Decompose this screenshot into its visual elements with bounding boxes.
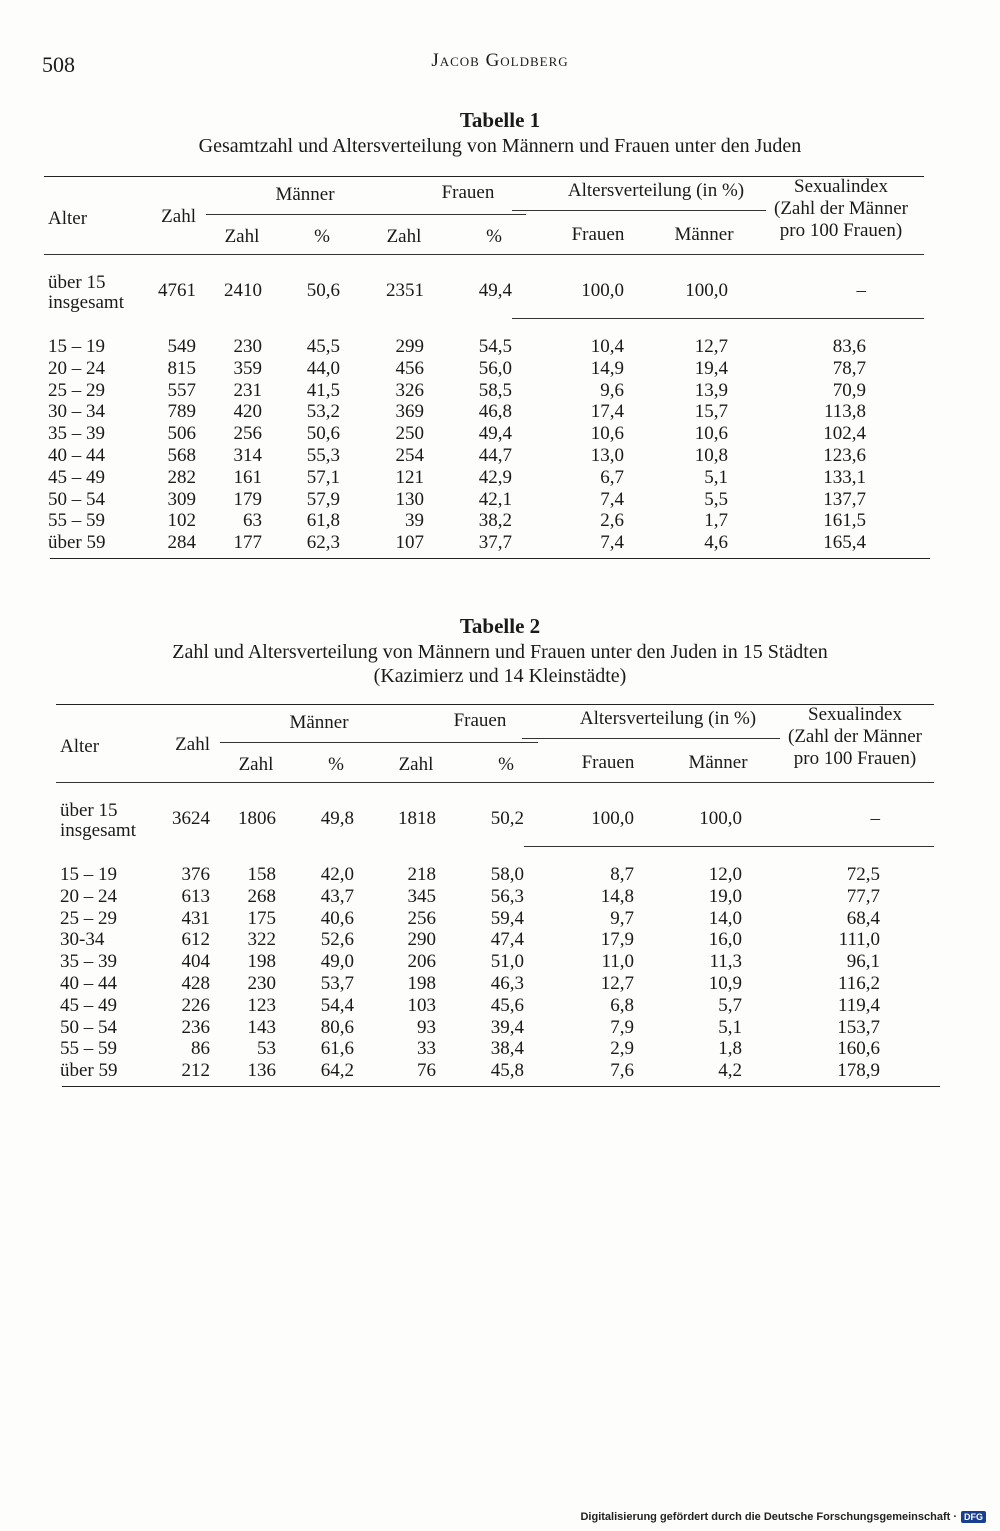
dfg-logo-icon: DFG <box>961 1511 986 1523</box>
header-bottom-rule <box>56 782 934 783</box>
table-cell-f-pct: 46,8 <box>478 401 512 423</box>
table-cell-si: 119,4 <box>837 994 880 1016</box>
table-cell-m-pct: 64,2 <box>320 1060 354 1082</box>
table-cell-m-pct: 50,6 <box>306 423 340 445</box>
table-cell-f-pct: 47,4 <box>490 929 524 951</box>
table-cell-m-pct: 44,0 <box>306 357 340 379</box>
table-cell-alter: 40 – 44 <box>60 973 117 994</box>
table-cell-m-zahl: 53 <box>257 1038 276 1060</box>
table-cell-m-zahl: 256 <box>233 423 262 445</box>
table-cell-f-zahl: 107 <box>395 532 424 554</box>
table-cell-zahl: 428 <box>181 973 210 994</box>
table-cell-m-pct: 53,7 <box>320 973 354 994</box>
table-cell-av-m: 11,3 <box>709 951 742 973</box>
total-label-line2: insgesamt <box>48 292 124 313</box>
table-cell-si: 78,7 <box>832 357 866 379</box>
total-av-f: 100,0 <box>581 280 624 301</box>
table-cell-f-pct: 51,0 <box>490 951 524 973</box>
table-cell-si: 77,7 <box>846 885 880 907</box>
table-cell-f-zahl: 206 <box>407 951 436 973</box>
table-cell-f-zahl: 456 <box>395 357 424 379</box>
total-av-m: 100,0 <box>699 808 742 829</box>
subheader-maenner-pct: % <box>328 754 344 775</box>
table-cell-av-m: 19,0 <box>708 885 742 907</box>
table-cell-f-zahl: 198 <box>407 973 436 994</box>
subheader-frauen-zahl: Zahl <box>398 754 434 775</box>
header-sexualindex: Sexualindex <box>794 176 888 197</box>
table-caption: (Kazimierz und 14 Kleinstädte) <box>373 665 627 687</box>
table-cell-f-pct: 59,4 <box>490 907 524 929</box>
table-cell-f-zahl: 103 <box>407 994 436 1016</box>
table-cell-av-m: 12,0 <box>708 864 742 885</box>
header-altersverteilung: Altersverteilung (in %) <box>567 180 745 201</box>
footer-text: Digitalisierung gefördert durch die Deutsche Forschungsgemeinschaft · <box>580 1511 957 1523</box>
table-cell-f-pct: 56,0 <box>478 357 512 379</box>
table-cell-zahl: 506 <box>167 423 196 445</box>
table-cell-f-pct: 42,9 <box>478 466 512 488</box>
table-cell-m-pct: 61,8 <box>306 510 340 532</box>
table-cell-zahl: 86 <box>191 1038 210 1060</box>
total-label: über 15 <box>60 800 118 821</box>
table-cell-zahl: 568 <box>167 445 196 466</box>
table-cell-alter: über 59 <box>48 532 106 554</box>
header-sexualindex-line3: pro 100 Frauen) <box>793 748 917 769</box>
table-cell-m-pct: 54,4 <box>320 994 354 1016</box>
table-cell-m-pct: 57,1 <box>306 466 340 488</box>
table-cell-m-pct: 43,7 <box>320 885 354 907</box>
table-cell-si: 113,8 <box>823 401 866 423</box>
table-cell-f-pct: 49,4 <box>478 423 512 445</box>
total-si: – <box>856 280 866 301</box>
table-cell-f-pct: 42,1 <box>478 488 512 510</box>
table-cell-av-f: 13,0 <box>590 445 624 466</box>
table-cell-zahl: 284 <box>167 532 196 554</box>
table-cell-av-f: 17,9 <box>600 929 634 951</box>
header-sexualindex-line2: (Zahl der Männer <box>788 726 922 747</box>
table-cell-zahl: 557 <box>167 379 196 401</box>
table-cell-av-f: 9,6 <box>600 379 624 401</box>
table-cell-av-m: 10,6 <box>694 423 728 445</box>
table-cell-alter: 45 – 49 <box>48 466 105 488</box>
table-cell-si: 178,9 <box>837 1060 880 1082</box>
table-cell-f-zahl: 218 <box>407 864 436 885</box>
table-cell-alter: 20 – 24 <box>48 357 105 379</box>
table-cell-m-zahl: 231 <box>233 379 262 401</box>
table-cell-m-zahl: 177 <box>233 532 262 554</box>
table-cell-si: 111,0 <box>838 929 880 951</box>
header-altersverteilung: Altersverteilung (in %) <box>579 708 757 729</box>
table-caption: Gesamtzahl und Altersverteilung von Männern und Frauen unter den Juden <box>198 135 802 157</box>
table-title: Tabelle 1 <box>459 108 541 132</box>
table-cell-si: 72,5 <box>846 864 880 885</box>
table-cell-av-f: 9,7 <box>610 907 634 929</box>
table-cell-m-pct: 80,6 <box>320 1016 354 1038</box>
table-cell-zahl: 102 <box>167 510 196 532</box>
table-cell-av-f: 7,6 <box>610 1060 634 1082</box>
table-cell-m-pct: 61,6 <box>320 1038 354 1060</box>
table-cell-f-zahl: 39 <box>405 510 424 532</box>
table-cell-f-zahl: 33 <box>417 1038 436 1060</box>
table-cell-si: 161,5 <box>823 510 866 532</box>
table-cell-m-zahl: 198 <box>247 951 276 973</box>
total-f-pct: 50,2 <box>490 808 524 829</box>
table-cell-f-pct: 58,5 <box>478 379 512 401</box>
page-number: 508 <box>42 52 75 77</box>
table-cell-si: 102,4 <box>823 423 866 445</box>
table-cell-zahl: 789 <box>167 401 196 423</box>
table-cell-f-pct: 44,7 <box>478 445 512 466</box>
table-cell-av-f: 17,4 <box>590 401 624 423</box>
table-cell-f-zahl: 76 <box>417 1060 436 1082</box>
table-cell-m-zahl: 158 <box>247 864 276 885</box>
table-cell-zahl: 815 <box>167 357 196 379</box>
table-cell-av-f: 7,9 <box>610 1016 634 1038</box>
total-av-f: 100,0 <box>591 808 634 829</box>
table-cell-av-m: 16,0 <box>708 929 742 951</box>
table-cell-m-zahl: 175 <box>247 907 276 929</box>
table-cell-m-zahl: 322 <box>247 929 276 951</box>
table-cell-alter: über 59 <box>60 1060 118 1082</box>
table-cell-f-pct: 45,6 <box>490 994 524 1016</box>
table-cell-f-pct: 56,3 <box>490 885 524 907</box>
total-f-pct: 49,4 <box>478 280 512 301</box>
table-cell-m-zahl: 63 <box>243 510 262 532</box>
table-cell-m-pct: 55,3 <box>306 445 340 466</box>
table-cell-m-zahl: 123 <box>247 994 276 1016</box>
table-cell-f-zahl: 369 <box>395 401 424 423</box>
table-cell-alter: 30 – 34 <box>48 401 105 423</box>
table-cell-av-m: 10,8 <box>694 445 728 466</box>
table-cell-av-f: 7,4 <box>600 532 624 554</box>
table-cell-f-pct: 38,4 <box>490 1038 524 1060</box>
subheader-frauen-pct: % <box>498 754 514 775</box>
total-f-zahl: 2351 <box>386 280 424 301</box>
subheader-frauen-zahl: Zahl <box>386 226 422 247</box>
table-cell-m-pct: 57,9 <box>306 488 340 510</box>
table-cell-f-zahl: 290 <box>407 929 436 951</box>
table-cell-m-zahl: 230 <box>233 336 262 357</box>
total-zahl: 4761 <box>158 280 196 301</box>
table-cell-f-zahl: 326 <box>395 379 424 401</box>
table-cell-si: 83,6 <box>832 336 866 357</box>
table-cell-m-zahl: 268 <box>247 885 276 907</box>
table-cell-f-pct: 38,2 <box>478 510 512 532</box>
table-cell-zahl: 613 <box>181 885 210 907</box>
subheader-av-frauen: Frauen <box>571 224 625 245</box>
group-rule <box>220 742 538 743</box>
table-cell-f-zahl: 299 <box>395 336 424 357</box>
table-cell-si: 160,6 <box>837 1038 880 1060</box>
table-cell-m-zahl: 420 <box>233 401 262 423</box>
table-cell-zahl: 226 <box>181 994 210 1016</box>
table-cell-av-f: 14,9 <box>590 357 624 379</box>
table-cell-m-pct: 62,3 <box>306 532 340 554</box>
table-cell-m-zahl: 136 <box>247 1060 276 1082</box>
header-sexualindex-line3: pro 100 Frauen) <box>779 220 903 241</box>
table-cell-av-m: 5,1 <box>718 1016 742 1038</box>
table-cell-zahl: 376 <box>181 864 210 885</box>
table-cell-av-m: 1,7 <box>704 510 728 532</box>
total-si: – <box>870 808 880 829</box>
table-cell-av-f: 7,4 <box>600 488 624 510</box>
table-cell-av-m: 12,7 <box>694 336 728 357</box>
subheader-av-maenner: Männer <box>688 752 748 773</box>
table-cell-m-pct: 42,0 <box>320 864 354 885</box>
table-cell-m-pct: 40,6 <box>320 907 354 929</box>
total-label-line2: insgesamt <box>60 820 136 841</box>
table-cell-m-zahl: 161 <box>233 466 262 488</box>
table-cell-f-pct: 37,7 <box>478 532 512 554</box>
table-cell-av-m: 14,0 <box>708 907 742 929</box>
table-cell-alter: 50 – 54 <box>60 1016 117 1038</box>
total-rule <box>524 846 934 847</box>
header-alter: Alter <box>48 208 88 229</box>
table-cell-si: 96,1 <box>846 951 880 973</box>
table-cell-av-m: 4,6 <box>704 532 728 554</box>
table-cell-alter: 30-34 <box>60 929 105 951</box>
table-cell-si: 68,4 <box>846 907 880 929</box>
table-cell-m-zahl: 314 <box>233 445 262 466</box>
header-zahl: Zahl <box>161 206 196 227</box>
table-cell-alter: 55 – 59 <box>60 1038 117 1060</box>
table-cell-m-pct: 53,2 <box>306 401 340 423</box>
table-cell-f-zahl: 345 <box>407 885 436 907</box>
total-m-pct: 50,6 <box>306 280 340 301</box>
table-cell-alter: 25 – 29 <box>48 379 105 401</box>
table-cell-si: 123,6 <box>823 445 866 466</box>
table-cell-av-f: 6,8 <box>610 994 634 1016</box>
total-m-pct: 49,8 <box>320 808 354 829</box>
table-cell-av-m: 15,7 <box>694 401 728 423</box>
table-cell-alter: 55 – 59 <box>48 510 105 532</box>
subheader-maenner-pct: % <box>314 226 330 247</box>
header-maenner: Männer <box>275 184 335 205</box>
table-caption: Zahl und Altersverteilung von Männern und Frauen unter den Juden in 15 Städten <box>172 641 828 663</box>
running-head: Jacob Goldberg <box>431 50 569 71</box>
table-cell-av-f: 2,6 <box>600 510 624 532</box>
table-cell-alter: 25 – 29 <box>60 907 117 929</box>
table-cell-av-m: 10,9 <box>708 973 742 994</box>
table-cell-alter: 50 – 54 <box>48 488 105 510</box>
table-cell-m-pct: 41,5 <box>306 379 340 401</box>
table-cell-si: 133,1 <box>823 466 866 488</box>
table-cell-si: 153,7 <box>837 1016 880 1038</box>
table-cell-m-zahl: 143 <box>247 1016 276 1038</box>
header-alter: Alter <box>60 736 100 757</box>
table-cell-av-f: 11,0 <box>601 951 634 973</box>
table-cell-si: 165,4 <box>823 532 866 554</box>
table-cell-alter: 35 – 39 <box>60 951 117 973</box>
subheader-frauen-pct: % <box>486 226 502 247</box>
table-cell-zahl: 236 <box>181 1016 210 1038</box>
table-cell-av-m: 13,9 <box>694 379 728 401</box>
subheader-maenner-zahl: Zahl <box>224 226 260 247</box>
header-zahl: Zahl <box>175 734 210 755</box>
table-cell-alter: 40 – 44 <box>48 445 105 466</box>
table-cell-av-f: 2,9 <box>610 1038 634 1060</box>
table-cell-zahl: 431 <box>181 907 210 929</box>
table-cell-alter: 45 – 49 <box>60 994 117 1016</box>
table-cell-av-f: 8,7 <box>610 864 634 885</box>
table-cell-m-zahl: 359 <box>233 357 262 379</box>
table-cell-f-zahl: 256 <box>407 907 436 929</box>
table-cell-zahl: 549 <box>167 336 196 357</box>
table-cell-av-m: 19,4 <box>694 357 728 379</box>
table-cell-f-pct: 45,8 <box>490 1060 524 1082</box>
total-f-zahl: 1818 <box>398 808 436 829</box>
table-cell-m-pct: 49,0 <box>320 951 354 973</box>
table-cell-av-m: 1,8 <box>718 1038 742 1060</box>
header-maenner: Männer <box>289 712 349 733</box>
header-sexualindex: Sexualindex <box>808 704 902 725</box>
table-cell-m-pct: 45,5 <box>306 336 340 357</box>
total-m-zahl: 1806 <box>238 808 276 829</box>
table-cell-alter: 35 – 39 <box>48 423 105 445</box>
table-cell-av-f: 10,4 <box>590 336 624 357</box>
header-sexualindex-line2: (Zahl der Männer <box>774 198 908 219</box>
table-cell-si: 70,9 <box>832 379 866 401</box>
table-bottom-rule <box>62 1086 940 1087</box>
digitization-footer <box>580 1511 986 1523</box>
table-cell-zahl: 612 <box>181 929 210 951</box>
table-cell-f-pct: 58,0 <box>490 864 524 885</box>
table-cell-f-zahl: 130 <box>395 488 424 510</box>
total-m-zahl: 2410 <box>224 280 262 301</box>
table-cell-av-m: 5,1 <box>704 466 728 488</box>
table-cell-zahl: 309 <box>167 488 196 510</box>
subheader-av-frauen: Frauen <box>581 752 635 773</box>
table-cell-si: 116,2 <box>837 973 880 994</box>
table-cell-f-zahl: 250 <box>395 423 424 445</box>
table-cell-f-zahl: 93 <box>417 1016 436 1038</box>
group-rule <box>522 738 780 739</box>
total-av-m: 100,0 <box>685 280 728 301</box>
total-label: über 15 <box>48 272 106 293</box>
table-cell-f-pct: 46,3 <box>490 973 524 994</box>
table-cell-av-f: 12,7 <box>600 973 634 994</box>
table-cell-f-pct: 39,4 <box>490 1016 524 1038</box>
table-cell-alter: 15 – 19 <box>60 864 117 885</box>
subheader-maenner-zahl: Zahl <box>238 754 274 775</box>
table-cell-m-zahl: 179 <box>233 488 262 510</box>
header-frauen: Frauen <box>453 710 507 731</box>
table-cell-alter: 15 – 19 <box>48 336 105 357</box>
table-cell-zahl: 212 <box>181 1060 210 1082</box>
table-cell-zahl: 282 <box>167 466 196 488</box>
table-cell-av-m: 5,7 <box>718 994 742 1016</box>
table-cell-m-pct: 52,6 <box>320 929 354 951</box>
total-zahl: 3624 <box>172 808 210 829</box>
subheader-av-maenner: Männer <box>674 224 734 245</box>
table-cell-f-zahl: 254 <box>395 445 424 466</box>
table-cell-av-m: 5,5 <box>704 488 728 510</box>
table-cell-alter: 20 – 24 <box>60 885 117 907</box>
table-cell-av-f: 14,8 <box>600 885 634 907</box>
table-cell-m-zahl: 230 <box>247 973 276 994</box>
table-cell-av-f: 10,6 <box>590 423 624 445</box>
table-cell-av-m: 4,2 <box>718 1060 742 1082</box>
table-cell-av-f: 6,7 <box>600 466 624 488</box>
table-cell-f-pct: 54,5 <box>478 336 512 357</box>
header-frauen: Frauen <box>441 182 495 203</box>
table-title: Tabelle 2 <box>459 614 541 638</box>
table-cell-zahl: 404 <box>181 951 210 973</box>
table-cell-f-zahl: 121 <box>395 466 424 488</box>
table-cell-si: 137,7 <box>823 488 866 510</box>
